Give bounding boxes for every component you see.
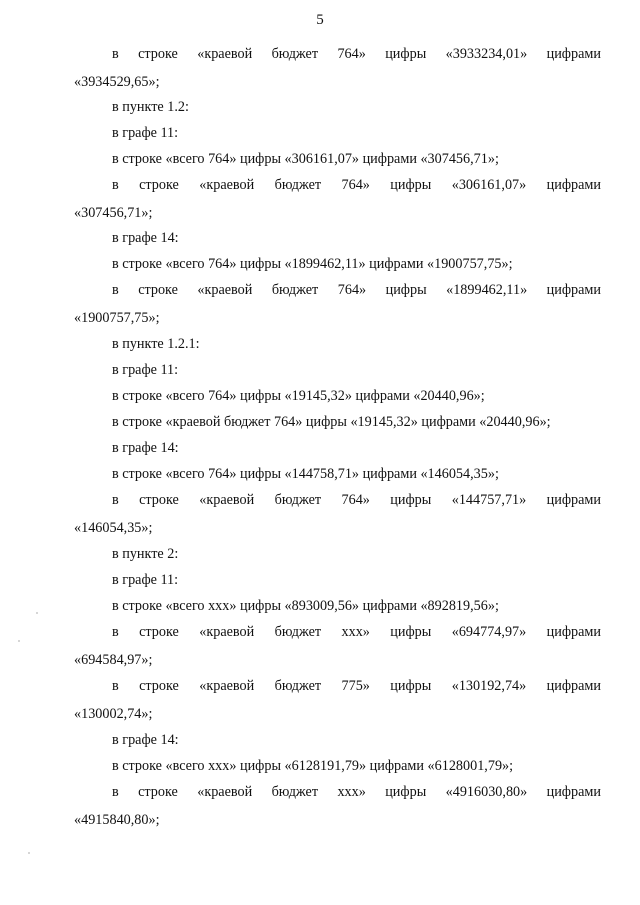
text-line: в строке «всего 764» цифры «1899462,11» цифрами «1900757,75»; xyxy=(112,256,513,272)
text-line: «3934529,65»; xyxy=(74,74,160,90)
word: строке xyxy=(138,784,178,800)
word: строке xyxy=(138,282,178,298)
word: «краевой xyxy=(199,177,255,193)
text-line: в графе 14: xyxy=(112,230,179,246)
text-line xyxy=(112,678,601,695)
word: бюджет xyxy=(274,177,322,193)
text-line xyxy=(112,784,601,801)
word: цифры xyxy=(390,624,432,640)
word: строке xyxy=(138,46,178,62)
text-line: в графе 14: xyxy=(112,732,179,748)
word: «краевой xyxy=(197,46,253,62)
word: в xyxy=(112,624,119,640)
word: 775» xyxy=(341,678,370,694)
word: строке xyxy=(139,492,179,508)
word: в xyxy=(112,177,119,193)
word: 764» xyxy=(337,46,366,62)
word: 764» xyxy=(337,282,367,298)
word: «краевой xyxy=(199,624,255,640)
word: строке xyxy=(139,678,179,694)
word: в xyxy=(112,678,119,694)
text-line: в пункте 2: xyxy=(112,546,179,562)
word: строке xyxy=(139,624,179,640)
word: цифры xyxy=(390,492,432,508)
word: 764» xyxy=(341,492,370,508)
text-line: в пункте 1.2: xyxy=(112,99,189,115)
word: бюджет xyxy=(271,46,319,62)
text-line: «1900757,75»; xyxy=(74,310,160,326)
text-line: в графе 11: xyxy=(112,572,179,588)
word: «306161,07» xyxy=(451,177,527,193)
word: в xyxy=(112,46,119,62)
word: цифры xyxy=(385,46,427,62)
word: бюджет xyxy=(274,624,322,640)
text-line: в графе 14: xyxy=(112,440,179,456)
text-line: в строке «всего ххх» цифры «6128191,79» цифрами «6128001,79»; xyxy=(112,758,514,774)
text-line: в строке «всего 764» цифры «19145,32» цифрами «20440,96»; xyxy=(112,388,485,404)
word: цифры xyxy=(385,784,427,800)
text-line: в строке «краевой бюджет 764» цифры «19145,32» цифрами «20440,96»; xyxy=(112,414,551,430)
word: цифрами xyxy=(546,624,601,640)
text-line xyxy=(112,492,601,509)
word: «694774,97» xyxy=(451,624,527,640)
word: «4916030,80» xyxy=(445,784,528,800)
word: бюджет xyxy=(274,678,322,694)
word: цифрами xyxy=(546,492,601,508)
word: цифрами xyxy=(546,678,601,694)
word: «краевой xyxy=(199,492,255,508)
text-line: в строке «всего 764» цифры «306161,07» цифрами «307456,71»; xyxy=(112,151,499,167)
word: «краевой xyxy=(197,784,253,800)
page-number: 5 xyxy=(316,12,324,28)
word: цифры xyxy=(390,177,432,193)
text-line: в графе 11: xyxy=(112,362,179,378)
word: цифрами xyxy=(546,784,601,800)
text-line: «146054,35»; xyxy=(74,520,153,536)
text-line xyxy=(112,624,601,641)
word: бюджет xyxy=(271,784,319,800)
word: в xyxy=(112,492,119,508)
text-line: в пункте 1.2.1: xyxy=(112,336,200,352)
word: цифры xyxy=(390,678,432,694)
word: 764» xyxy=(341,177,370,193)
word: «130192,74» xyxy=(451,678,527,694)
word: цифрами xyxy=(546,282,601,298)
text-line: в строке «всего ххх» цифры «893009,56» цифрами «892819,56»; xyxy=(112,598,499,614)
text-line: «307456,71»; xyxy=(74,205,153,221)
word: строке xyxy=(139,177,179,193)
text-line: «4915840,80»; xyxy=(74,812,160,828)
text-line: «694584,97»; xyxy=(74,652,153,668)
text-line: в графе 11: xyxy=(112,125,179,141)
text-line xyxy=(112,46,601,63)
word: цифрами xyxy=(546,46,601,62)
word: ххх» xyxy=(341,624,370,640)
text-line: в строке «всего 764» цифры «144758,71» цифрами «146054,35»; xyxy=(112,466,499,482)
word: «краевой xyxy=(199,678,255,694)
word: в xyxy=(112,282,119,298)
word: цифрами xyxy=(546,177,601,193)
word: ххх» xyxy=(337,784,366,800)
text-line: «130002,74»; xyxy=(74,706,153,722)
word: «3933234,01» xyxy=(445,46,528,62)
word: бюджет xyxy=(274,492,322,508)
word: «краевой xyxy=(197,282,253,298)
word: цифры xyxy=(385,282,427,298)
word: в xyxy=(112,784,119,800)
text-line xyxy=(112,177,601,194)
word: бюджет xyxy=(271,282,319,298)
word: «144757,71» xyxy=(451,492,527,508)
text-line xyxy=(112,282,601,299)
word: «1899462,11» xyxy=(446,282,528,298)
